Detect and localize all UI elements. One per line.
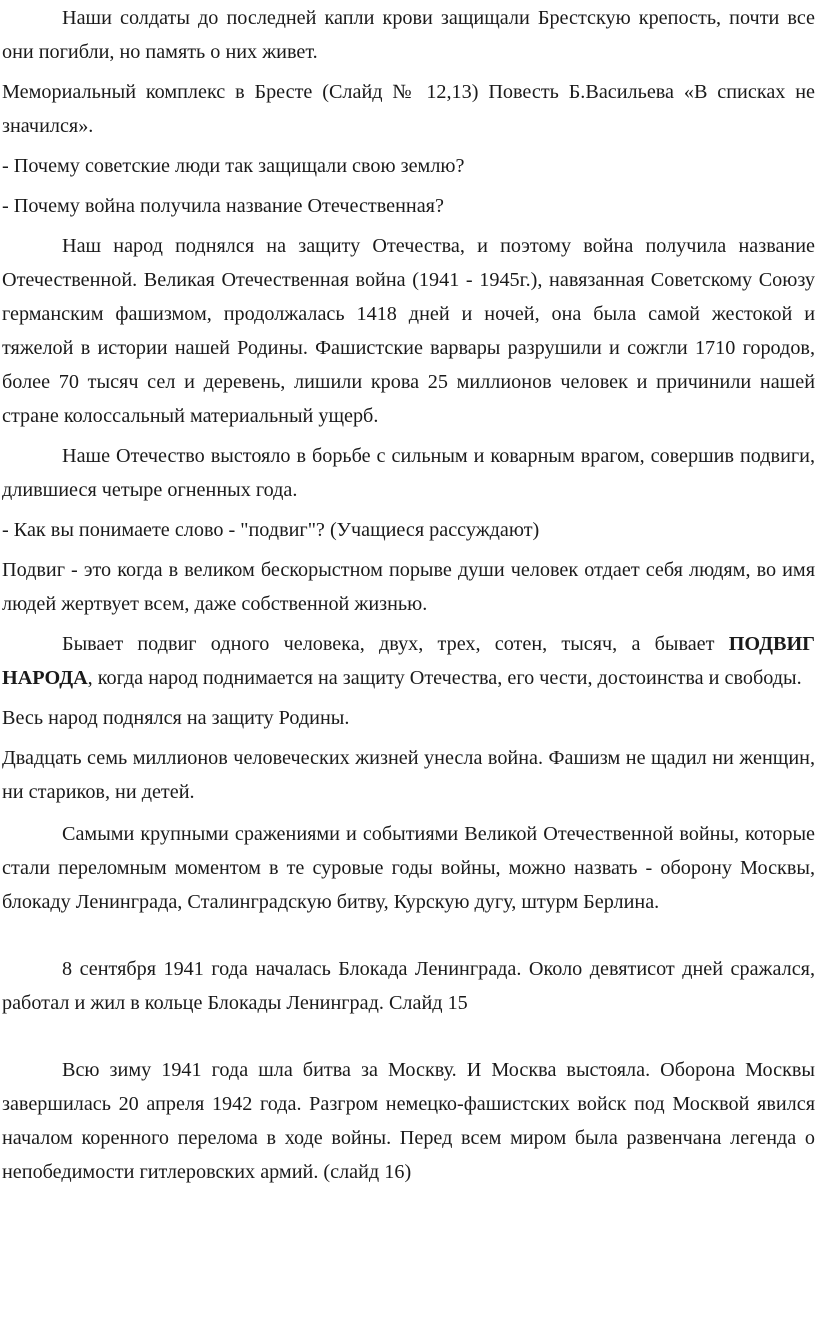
paragraph-whole-nation: Весь народ поднялся на защиту Родины.	[2, 707, 350, 729]
question-feat-word: - Как вы понимаете слово - "подвиг"? (Учащиеся рассуждают)	[2, 519, 540, 541]
paragraph-battle-of-moscow: Всю зиму 1941 года шла битва за Москву. И Москва выстояла. Оборона Москвы завершилась 20 апреля 1942 года. Разгром немецко-фашистских войск под Москвой явился началом коренного перелома в ходе войны. Перед всем миром была развенчана легенда о непобедимости гитлеровских армий. (слайд 16)	[2, 1059, 815, 1183]
people-feat-text-start: Бывает подвиг одного человека, двух, трех, сотен, тысяч, а бывает	[62, 633, 729, 655]
paragraph-losses: Двадцать семь миллионов человеческих жизней унесла война. Фашизм не щадил ни женщин, ни стариков, ни детей.	[2, 747, 815, 803]
paragraph-fatherland-stood: Наше Отечество выстояло в борьбе с сильным и коварным врагом, совершив подвиги, длившиеся четыре огненных года.	[2, 445, 815, 501]
paragraph-feat-definition: Подвиг - это когда в великом бескорыстном порыве души человек отдает себя людям, во имя людей жертвует всем, даже собственной жизнью.	[2, 559, 815, 615]
paragraph-brest-memorial: Мемориальный комплекс в Бресте (Слайд № 12,13) Повесть Б.Васильева «В списках не значился».	[2, 81, 815, 137]
paragraph-major-battles: Самыми крупными сражениями и событиями Великой Отечественной войны, которые стали переломным моментом в те суровые годы войны, можно назвать - оборону Москвы, блокаду Ленинграда, Сталинградскую битву, Курскую дугу, штурм Берлина.	[2, 823, 815, 913]
question-war-name: - Почему война получила название Отечественная?	[2, 195, 444, 217]
people-feat-bold: ПОДВИГ НАРОДА	[2, 633, 815, 689]
question-defend-land: - Почему советские люди так защищали свою землю?	[2, 155, 465, 177]
people-feat-text-end: , когда народ поднимается на защиту Отечества, его чести, достоинства и свободы.	[87, 667, 802, 689]
paragraph-leningrad-blockade: 8 сентября 1941 года началась Блокада Ленинграда. Около девятисот дней сражался, работал и жил в кольце Блокады Ленинград. Слайд 15	[2, 958, 815, 1014]
paragraph-patriotic-war: Наш народ поднялся на защиту Отечества, и поэтому война получила название Отечественной. Великая Отечественная война (1941 - 1945г.), навязанная Советскому Союзу германским фашизмом, продолжалась 1418 дней и ночей, она была самой жестокой и тяжелой в истории нашей Родины. Фашистские варвары разрушили и сожгли 1710 городов, более 70 тысяч сел и деревень, лишили крова 25 миллионов человек и причинили нашей стране колоссальный материальный ущерб.	[2, 235, 815, 427]
paragraph-brest-fortress: Наши солдаты до последней капли крови защищали Брестскую крепость, почти все они погибли, но память о них живет.	[2, 7, 815, 63]
paragraph-people-feat	[2, 627, 815, 695]
